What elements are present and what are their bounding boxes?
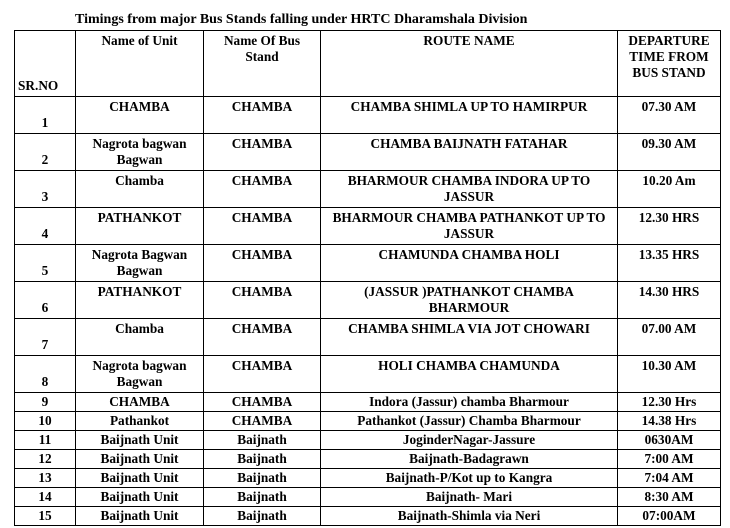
cell-unit: Baijnath Unit bbox=[76, 450, 204, 469]
cell-bus-stand: Baijnath bbox=[204, 507, 321, 526]
cell-unit: Nagrota bagwan Bagwan bbox=[76, 356, 204, 393]
cell-route: CHAMBA SHIMLA UP TO HAMIRPUR bbox=[321, 97, 618, 134]
table-row bbox=[15, 319, 721, 356]
cell-departure-time: 14.38 Hrs bbox=[618, 412, 721, 431]
table-body bbox=[15, 97, 721, 526]
cell-departure-time: 07:00AM bbox=[618, 507, 721, 526]
cell-bus-stand: Baijnath bbox=[204, 431, 321, 450]
cell-bus-stand: CHAMBA bbox=[204, 171, 321, 208]
header-bus-stand: Name Of Bus Stand bbox=[204, 31, 321, 97]
table-row bbox=[15, 507, 721, 526]
cell-bus-stand: Baijnath bbox=[204, 469, 321, 488]
table-row bbox=[15, 431, 721, 450]
cell-departure-time: 10.20 Am bbox=[618, 171, 721, 208]
table-row bbox=[15, 171, 721, 208]
cell-departure-time: 8:30 AM bbox=[618, 488, 721, 507]
table-row bbox=[15, 97, 721, 134]
header-route: ROUTE NAME bbox=[321, 31, 618, 97]
cell-unit: Chamba bbox=[76, 171, 204, 208]
cell-route: Baijnath-Shimla via Neri bbox=[321, 507, 618, 526]
cell-sr-no: 14 bbox=[15, 488, 76, 507]
cell-sr-no: 15 bbox=[15, 507, 76, 526]
table-row bbox=[15, 450, 721, 469]
table-row bbox=[15, 245, 721, 282]
cell-route: Baijnath-P/Kot up to Kangra bbox=[321, 469, 618, 488]
cell-departure-time: 0630AM bbox=[618, 431, 721, 450]
cell-bus-stand: Baijnath bbox=[204, 450, 321, 469]
header-departure-time: DEPARTURE TIME FROM BUS STAND bbox=[618, 31, 721, 97]
cell-sr-no: 7 bbox=[15, 319, 76, 356]
cell-unit: PATHANKOT bbox=[76, 282, 204, 319]
cell-route: CHAMBA BAIJNATH FATAHAR bbox=[321, 134, 618, 171]
cell-unit: Baijnath Unit bbox=[76, 488, 204, 507]
cell-bus-stand: CHAMBA bbox=[204, 356, 321, 393]
cell-sr-no: 5 bbox=[15, 245, 76, 282]
table-row bbox=[15, 282, 721, 319]
cell-sr-no: 2 bbox=[15, 134, 76, 171]
timings-table bbox=[14, 30, 721, 526]
cell-departure-time: 13.35 HRS bbox=[618, 245, 721, 282]
cell-sr-no: 8 bbox=[15, 356, 76, 393]
cell-bus-stand: CHAMBA bbox=[204, 208, 321, 245]
table-row bbox=[15, 412, 721, 431]
cell-unit: Nagrota bagwan Bagwan bbox=[76, 134, 204, 171]
cell-bus-stand: CHAMBA bbox=[204, 393, 321, 412]
table-row bbox=[15, 393, 721, 412]
table-row bbox=[15, 356, 721, 393]
cell-bus-stand: CHAMBA bbox=[204, 97, 321, 134]
cell-unit: PATHANKOT bbox=[76, 208, 204, 245]
cell-bus-stand: CHAMBA bbox=[204, 319, 321, 356]
table-row bbox=[15, 134, 721, 171]
cell-route: Pathankot (Jassur) Chamba Bharmour bbox=[321, 412, 618, 431]
table-row bbox=[15, 208, 721, 245]
header-unit: Name of Unit bbox=[76, 31, 204, 97]
cell-bus-stand: Baijnath bbox=[204, 488, 321, 507]
cell-unit: CHAMBA bbox=[76, 393, 204, 412]
cell-unit: Baijnath Unit bbox=[76, 431, 204, 450]
cell-unit: Nagrota Bagwan Bagwan bbox=[76, 245, 204, 282]
cell-route: HOLI CHAMBA CHAMUNDA bbox=[321, 356, 618, 393]
cell-bus-stand: CHAMBA bbox=[204, 412, 321, 431]
cell-sr-no: 12 bbox=[15, 450, 76, 469]
cell-unit: CHAMBA bbox=[76, 97, 204, 134]
cell-unit: Baijnath Unit bbox=[76, 507, 204, 526]
cell-departure-time: 14.30 HRS bbox=[618, 282, 721, 319]
cell-route: JoginderNagar-Jassure bbox=[321, 431, 618, 450]
cell-departure-time: 07.30 AM bbox=[618, 97, 721, 134]
cell-sr-no: 6 bbox=[15, 282, 76, 319]
cell-departure-time: 12.30 Hrs bbox=[618, 393, 721, 412]
cell-bus-stand: CHAMBA bbox=[204, 134, 321, 171]
table-row bbox=[15, 488, 721, 507]
cell-unit: Pathankot bbox=[76, 412, 204, 431]
cell-departure-time: 7:00 AM bbox=[618, 450, 721, 469]
cell-route: Baijnath- Mari bbox=[321, 488, 618, 507]
cell-departure-time: 12.30 HRS bbox=[618, 208, 721, 245]
cell-bus-stand: CHAMBA bbox=[204, 282, 321, 319]
table-header-row bbox=[15, 31, 721, 97]
cell-sr-no: 4 bbox=[15, 208, 76, 245]
cell-unit: Chamba bbox=[76, 319, 204, 356]
cell-sr-no: 10 bbox=[15, 412, 76, 431]
cell-departure-time: 09.30 AM bbox=[618, 134, 721, 171]
document-title: Timings from major Bus Stands falling under HRTC Dharamshala Division bbox=[75, 12, 528, 27]
header-sr-no: SR.NO bbox=[15, 31, 76, 97]
cell-bus-stand: CHAMBA bbox=[204, 245, 321, 282]
cell-departure-time: 10.30 AM bbox=[618, 356, 721, 393]
table-row bbox=[15, 469, 721, 488]
cell-route: Indora (Jassur) chamba Bharmour bbox=[321, 393, 618, 412]
cell-departure-time: 07.00 AM bbox=[618, 319, 721, 356]
cell-departure-time: 7:04 AM bbox=[618, 469, 721, 488]
cell-sr-no: 1 bbox=[15, 97, 76, 134]
cell-sr-no: 9 bbox=[15, 393, 76, 412]
cell-route: CHAMBA SHIMLA VIA JOT CHOWARI bbox=[321, 319, 618, 356]
cell-route: (JASSUR )PATHANKOT CHAMBA BHARMOUR bbox=[321, 282, 618, 319]
cell-route: CHAMUNDA CHAMBA HOLI bbox=[321, 245, 618, 282]
cell-sr-no: 11 bbox=[15, 431, 76, 450]
cell-route: BHARMOUR CHAMBA INDORA UP TO JASSUR bbox=[321, 171, 618, 208]
cell-sr-no: 13 bbox=[15, 469, 76, 488]
cell-route: BHARMOUR CHAMBA PATHANKOT UP TO JASSUR bbox=[321, 208, 618, 245]
cell-sr-no: 3 bbox=[15, 171, 76, 208]
cell-route: Baijnath-Badagrawn bbox=[321, 450, 618, 469]
cell-unit: Baijnath Unit bbox=[76, 469, 204, 488]
